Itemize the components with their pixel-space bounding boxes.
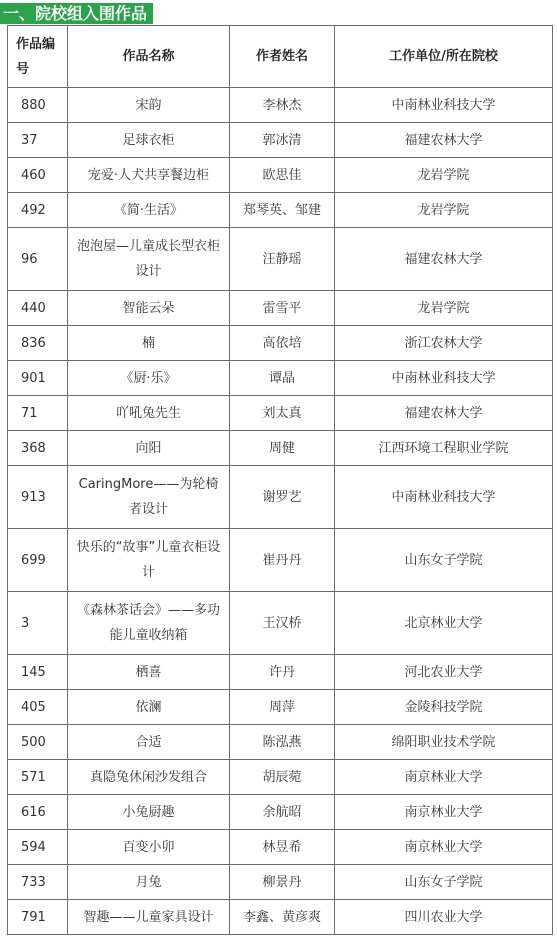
cell-number: 492 <box>8 193 68 228</box>
cell-unit: 中南林业科技大学 <box>335 88 553 123</box>
cell-author: 谢罗艺 <box>230 466 335 529</box>
cell-title: 足球衣柜 <box>68 123 230 158</box>
table-row <box>8 760 553 795</box>
table-row <box>8 326 553 361</box>
cell-title: 快乐的“故事”儿童衣柜设计 <box>68 529 230 592</box>
cell-author: 李鑫、黄彦爽 <box>230 900 335 935</box>
cell-title: 智趣——儿童家具设计 <box>68 900 230 935</box>
cell-title: 智能云朵 <box>68 291 230 326</box>
cell-author: 谭晶 <box>230 361 335 396</box>
cell-author: 李林杰 <box>230 88 335 123</box>
cell-unit: 金陵科技学院 <box>335 690 553 725</box>
cell-unit: 福建农林大学 <box>335 123 553 158</box>
header-title: 作品名称 <box>68 26 230 88</box>
header-author: 作者姓名 <box>230 26 335 88</box>
cell-unit: 山东女子学院 <box>335 865 553 900</box>
cell-author: 周萍 <box>230 690 335 725</box>
cell-author: 柳景丹 <box>230 865 335 900</box>
cell-author: 郑琴英、邹建 <box>230 193 335 228</box>
cell-unit: 南京林业大学 <box>335 760 553 795</box>
cell-unit: 龙岩学院 <box>335 291 553 326</box>
cell-unit: 南京林业大学 <box>335 830 553 865</box>
cell-number: 594 <box>8 830 68 865</box>
cell-number: 733 <box>8 865 68 900</box>
cell-author: 余航昭 <box>230 795 335 830</box>
cell-title: 百变小卯 <box>68 830 230 865</box>
cell-title: 泡泡屋—儿童成长型衣柜设计 <box>68 228 230 291</box>
cell-number: 145 <box>8 655 68 690</box>
cell-number: 571 <box>8 760 68 795</box>
table-row <box>8 431 553 466</box>
cell-unit: 河北农业大学 <box>335 655 553 690</box>
cell-author: 汪静瑶 <box>230 228 335 291</box>
cell-author: 郭冰清 <box>230 123 335 158</box>
table-row <box>8 592 553 655</box>
cell-number: 836 <box>8 326 68 361</box>
table-row <box>8 795 553 830</box>
cell-number: 699 <box>8 529 68 592</box>
cell-number: 71 <box>8 396 68 431</box>
cell-author: 周健 <box>230 431 335 466</box>
section-heading: 一、院校组入围作品 <box>0 3 153 24</box>
cell-number: 96 <box>8 228 68 291</box>
header-unit: 工作单位/所在院校 <box>335 26 553 88</box>
table-row <box>8 466 553 529</box>
table-header-row <box>8 26 553 88</box>
cell-unit: 北京林业大学 <box>335 592 553 655</box>
cell-author: 欧思佳 <box>230 158 335 193</box>
cell-title: 楠 <box>68 326 230 361</box>
cell-unit: 福建农林大学 <box>335 396 553 431</box>
table-row <box>8 193 553 228</box>
cell-unit: 龙岩学院 <box>335 158 553 193</box>
cell-title: 向阳 <box>68 431 230 466</box>
cell-title: 宠爱·人犬共享餐边柜 <box>68 158 230 193</box>
cell-author: 崔丹丹 <box>230 529 335 592</box>
table-row <box>8 361 553 396</box>
cell-unit: 中南林业科技大学 <box>335 466 553 529</box>
table-row <box>8 396 553 431</box>
table-row <box>8 88 553 123</box>
cell-title: 栖喜 <box>68 655 230 690</box>
cell-title: 月兔 <box>68 865 230 900</box>
cell-number: 3 <box>8 592 68 655</box>
cell-author: 陈泓燕 <box>230 725 335 760</box>
cell-title: 小兔厨趣 <box>68 795 230 830</box>
table-row <box>8 725 553 760</box>
cell-title: 宋韵 <box>68 88 230 123</box>
cell-unit: 龙岩学院 <box>335 193 553 228</box>
cell-author: 林昱希 <box>230 830 335 865</box>
cell-unit: 江西环境工程职业学院 <box>335 431 553 466</box>
cell-title: 合适 <box>68 725 230 760</box>
table-row <box>8 830 553 865</box>
cell-number: 791 <box>8 900 68 935</box>
cell-title: 真隐兔休闲沙发组合 <box>68 760 230 795</box>
cell-unit: 中南林业科技大学 <box>335 361 553 396</box>
cell-number: 616 <box>8 795 68 830</box>
cell-number: 405 <box>8 690 68 725</box>
cell-number: 880 <box>8 88 68 123</box>
table-row <box>8 655 553 690</box>
cell-author: 雷雪平 <box>230 291 335 326</box>
cell-author: 胡辰菀 <box>230 760 335 795</box>
cell-number: 37 <box>8 123 68 158</box>
table-row <box>8 865 553 900</box>
cell-title: 依澜 <box>68 690 230 725</box>
entries-table <box>7 25 553 935</box>
cell-number: 901 <box>8 361 68 396</box>
table-row <box>8 123 553 158</box>
table-body <box>8 88 553 935</box>
table-row <box>8 529 553 592</box>
table-row <box>8 158 553 193</box>
cell-title: 《简·生活》 <box>68 193 230 228</box>
cell-author: 王汉桥 <box>230 592 335 655</box>
cell-unit: 浙江农林大学 <box>335 326 553 361</box>
cell-number: 368 <box>8 431 68 466</box>
table-row <box>8 228 553 291</box>
cell-title: 吖吼兔先生 <box>68 396 230 431</box>
cell-title: CaringMore——为轮椅者设计 <box>68 466 230 529</box>
cell-number: 500 <box>8 725 68 760</box>
table-row <box>8 291 553 326</box>
cell-unit: 四川农业大学 <box>335 900 553 935</box>
header-number: 作品编号 <box>8 26 68 88</box>
cell-unit: 山东女子学院 <box>335 529 553 592</box>
cell-author: 刘太真 <box>230 396 335 431</box>
table-row <box>8 690 553 725</box>
table-row <box>8 900 553 935</box>
cell-number: 440 <box>8 291 68 326</box>
cell-author: 许丹 <box>230 655 335 690</box>
cell-number: 913 <box>8 466 68 529</box>
cell-number: 460 <box>8 158 68 193</box>
cell-unit: 南京林业大学 <box>335 795 553 830</box>
cell-title: 《森林茶话会》——多功能儿童收纳箱 <box>68 592 230 655</box>
cell-unit: 绵阳职业技术学院 <box>335 725 553 760</box>
cell-unit: 福建农林大学 <box>335 228 553 291</box>
cell-title: 《厨·乐》 <box>68 361 230 396</box>
cell-author: 高依培 <box>230 326 335 361</box>
